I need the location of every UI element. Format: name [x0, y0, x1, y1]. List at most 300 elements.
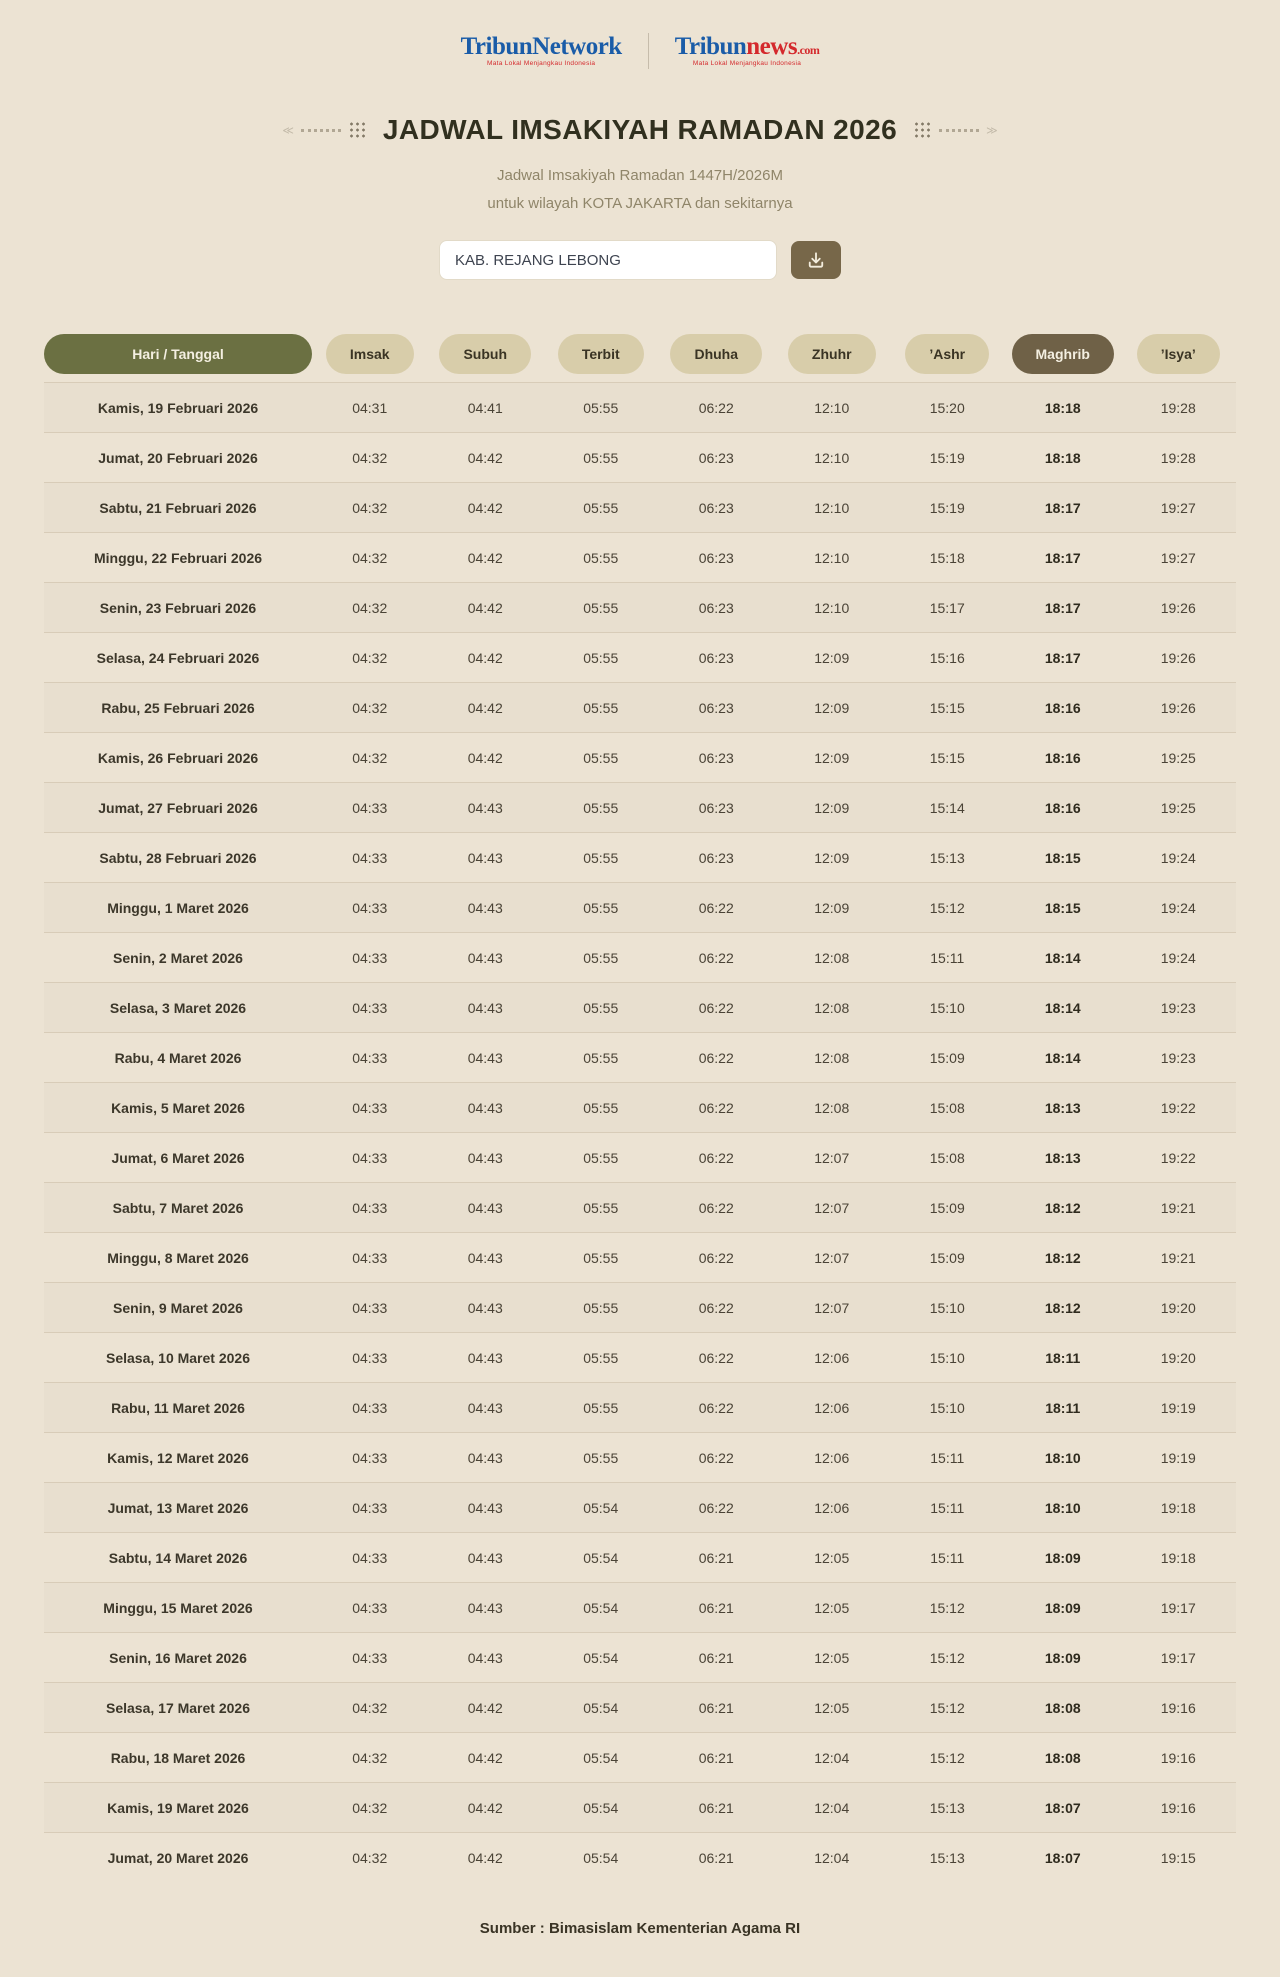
column-header-pill: ’Isya’ [1137, 334, 1220, 374]
date-cell: Kamis, 19 Maret 2026 [107, 1799, 249, 1816]
time-cell: 06:22 [698, 1399, 734, 1416]
time-cell: 06:22 [698, 999, 734, 1016]
time-cell: 15:10 [929, 1399, 965, 1416]
date-cell: Sabtu, 21 Februari 2026 [99, 499, 257, 516]
location-input[interactable] [439, 240, 777, 280]
time-cell: 06:21 [698, 1799, 734, 1816]
time-cell: 12:05 [814, 1599, 850, 1616]
time-cell: 12:08 [814, 1049, 850, 1066]
time-cell: 12:07 [814, 1199, 850, 1216]
time-cell: 04:32 [352, 599, 388, 616]
time-cell: 12:06 [814, 1349, 850, 1366]
date-cell: Jumat, 20 Februari 2026 [98, 449, 258, 466]
tribun-network-suffix: Network [532, 33, 622, 61]
time-cell: 12:05 [814, 1549, 850, 1566]
table-row [44, 1132, 1236, 1182]
time-cell: 15:19 [929, 499, 965, 516]
date-cell: Jumat, 13 Maret 2026 [107, 1499, 249, 1516]
time-cell: 19:21 [1160, 1199, 1196, 1216]
maghrib-time-cell: 18:16 [1044, 699, 1081, 716]
time-cell: 04:33 [352, 1349, 388, 1366]
maghrib-time-cell: 18:18 [1044, 399, 1081, 416]
time-cell: 06:21 [698, 1549, 734, 1566]
time-cell: 05:55 [583, 399, 619, 416]
column-header-maghrib [1005, 334, 1121, 374]
time-cell: 12:04 [814, 1749, 850, 1766]
date-cell: Sabtu, 14 Maret 2026 [108, 1549, 248, 1566]
time-cell: 06:22 [698, 1049, 734, 1066]
time-cell: 05:54 [583, 1549, 619, 1566]
time-cell: 04:43 [467, 799, 503, 816]
time-cell: 15:15 [929, 699, 965, 716]
time-cell: 04:33 [352, 1099, 388, 1116]
time-cell: 05:54 [583, 1599, 619, 1616]
maghrib-time-cell: 18:09 [1044, 1649, 1081, 1666]
time-cell: 04:33 [352, 799, 388, 816]
time-cell: 04:32 [352, 649, 388, 666]
tribun-network-wordmark [461, 34, 622, 59]
time-cell: 15:09 [929, 1249, 965, 1266]
date-cell: Minggu, 1 Maret 2026 [107, 899, 249, 916]
date-cell: Selasa, 17 Maret 2026 [106, 1699, 250, 1716]
time-cell: 04:33 [352, 1299, 388, 1316]
time-cell: 04:32 [352, 1849, 388, 1866]
maghrib-time-cell: 18:17 [1044, 649, 1081, 666]
time-cell: 12:09 [814, 899, 850, 916]
ornament-dotted-line [939, 129, 979, 132]
time-cell: 04:32 [352, 699, 388, 716]
column-header-pill: Dhuha [670, 334, 762, 374]
time-cell: 04:32 [352, 449, 388, 466]
time-cell: 15:08 [929, 1099, 965, 1116]
time-cell: 15:18 [929, 549, 965, 566]
date-cell: Kamis, 26 Februari 2026 [97, 749, 259, 766]
maghrib-time-cell: 18:13 [1044, 1149, 1081, 1166]
time-cell: 12:06 [814, 1499, 850, 1516]
subtitle [0, 162, 1280, 218]
time-cell: 05:54 [583, 1699, 619, 1716]
time-cell: 19:28 [1160, 449, 1196, 466]
table-row [44, 732, 1236, 782]
time-cell: 04:42 [467, 449, 503, 466]
time-cell: 15:10 [929, 1299, 965, 1316]
time-cell: 05:55 [583, 1049, 619, 1066]
time-cell: 12:10 [814, 449, 850, 466]
time-cell: 12:07 [814, 1149, 850, 1166]
time-cell: 06:22 [698, 1149, 734, 1166]
maghrib-time-cell: 18:17 [1044, 549, 1081, 566]
time-cell: 12:09 [814, 699, 850, 716]
ornament-chevron-icon: ≪ [282, 124, 294, 137]
table-row [44, 1732, 1236, 1782]
time-cell: 04:42 [467, 499, 503, 516]
maghrib-time-cell: 18:15 [1044, 849, 1081, 866]
time-cell: 05:55 [583, 1199, 619, 1216]
date-cell: Rabu, 25 Februari 2026 [101, 699, 255, 716]
time-cell: 15:10 [929, 999, 965, 1016]
time-cell: 19:25 [1160, 799, 1196, 816]
time-cell: 19:17 [1160, 1649, 1196, 1666]
time-cell: 06:22 [698, 1499, 734, 1516]
time-cell: 05:55 [583, 1449, 619, 1466]
time-cell: 06:21 [698, 1699, 734, 1716]
table-header-row [44, 334, 1236, 374]
time-cell: 04:33 [352, 1199, 388, 1216]
header-logos [0, 28, 1280, 74]
time-cell: 15:12 [929, 1699, 965, 1716]
time-cell: 06:22 [698, 899, 734, 916]
time-cell: 19:18 [1160, 1549, 1196, 1566]
time-cell: 19:16 [1160, 1699, 1196, 1716]
time-cell: 15:13 [929, 1849, 965, 1866]
maghrib-time-cell: 18:13 [1044, 1099, 1081, 1116]
time-cell: 05:55 [583, 499, 619, 516]
time-cell: 04:33 [352, 899, 388, 916]
time-cell: 12:10 [814, 499, 850, 516]
table-row [44, 1682, 1236, 1732]
date-cell: Selasa, 10 Maret 2026 [106, 1349, 250, 1366]
table-row [44, 482, 1236, 532]
maghrib-time-cell: 18:16 [1044, 799, 1081, 816]
column-header-pill: Terbit [558, 334, 644, 374]
column-header-pill: Maghrib [1012, 334, 1114, 374]
time-cell: 12:08 [814, 999, 850, 1016]
date-cell: Rabu, 18 Maret 2026 [110, 1749, 246, 1766]
table-row [44, 1532, 1236, 1582]
time-cell: 06:23 [698, 799, 734, 816]
footer-source: Sumber : Bimasislam Kementerian Agama RI [479, 1920, 801, 1937]
time-cell: 19:22 [1160, 1149, 1196, 1166]
time-cell: 06:22 [698, 1099, 734, 1116]
time-cell: 04:33 [352, 1149, 388, 1166]
time-cell: 12:09 [814, 849, 850, 866]
time-cell: 06:22 [698, 1299, 734, 1316]
tribun-network-tagline: Mata Lokal Menjangkau Indonesia [486, 60, 596, 68]
column-header-pill: Imsak [326, 334, 414, 374]
time-cell: 12:10 [814, 399, 850, 416]
time-cell: 04:43 [467, 999, 503, 1016]
time-cell: 12:09 [814, 649, 850, 666]
table-row [44, 382, 1236, 432]
time-cell: 19:26 [1160, 599, 1196, 616]
ornament-dot-grid-icon [913, 122, 932, 138]
time-cell: 15:14 [929, 799, 965, 816]
column-header-isya [1121, 334, 1237, 374]
time-cell: 04:31 [352, 399, 388, 416]
time-cell: 04:43 [467, 1649, 503, 1666]
time-cell: 15:16 [929, 649, 965, 666]
time-cell: 05:55 [583, 549, 619, 566]
time-cell: 04:42 [467, 1749, 503, 1766]
time-cell: 15:12 [929, 1599, 965, 1616]
time-cell: 05:55 [583, 1249, 619, 1266]
tribunnews-wordmark [675, 34, 820, 59]
tribunnews-suffix: news [746, 33, 798, 61]
time-cell: 19:16 [1160, 1749, 1196, 1766]
time-cell: 06:23 [698, 599, 734, 616]
time-cell: 19:27 [1160, 549, 1196, 566]
time-cell: 05:54 [583, 1649, 619, 1666]
time-cell: 12:04 [814, 1849, 850, 1866]
table-row [44, 432, 1236, 482]
maghrib-time-cell: 18:11 [1045, 1399, 1081, 1416]
maghrib-time-cell: 18:18 [1044, 449, 1081, 466]
time-cell: 06:22 [698, 1249, 734, 1266]
time-cell: 04:33 [352, 949, 388, 966]
date-cell: Jumat, 6 Maret 2026 [111, 1149, 245, 1166]
time-cell: 06:22 [698, 949, 734, 966]
time-cell: 19:18 [1160, 1499, 1196, 1516]
table-row [44, 1782, 1236, 1832]
date-cell: Sabtu, 7 Maret 2026 [112, 1199, 244, 1216]
date-cell: Minggu, 8 Maret 2026 [107, 1249, 249, 1266]
time-cell: 06:22 [698, 1199, 734, 1216]
time-cell: 05:54 [583, 1849, 619, 1866]
time-cell: 19:27 [1160, 499, 1196, 516]
time-cell: 19:21 [1160, 1249, 1196, 1266]
date-cell: Senin, 2 Maret 2026 [113, 949, 243, 966]
time-cell: 04:41 [467, 399, 503, 416]
table-row [44, 1082, 1236, 1132]
maghrib-time-cell: 18:12 [1044, 1199, 1081, 1216]
table-row [44, 1182, 1236, 1232]
time-cell: 05:55 [583, 649, 619, 666]
time-cell: 19:26 [1160, 649, 1196, 666]
time-cell: 04:33 [352, 1449, 388, 1466]
time-cell: 04:43 [467, 1049, 503, 1066]
ornament-left [282, 122, 367, 138]
maghrib-time-cell: 18:14 [1044, 1049, 1081, 1066]
time-cell: 04:42 [467, 1699, 503, 1716]
time-cell: 05:55 [583, 1399, 619, 1416]
date-cell: Minggu, 22 Februari 2026 [93, 549, 263, 566]
date-cell: Rabu, 11 Maret 2026 [111, 1399, 245, 1416]
table-row [44, 1282, 1236, 1332]
maghrib-time-cell: 18:09 [1044, 1599, 1081, 1616]
time-cell: 05:55 [583, 849, 619, 866]
time-cell: 19:20 [1160, 1299, 1196, 1316]
time-cell: 15:11 [930, 1549, 965, 1566]
column-header-zhuhr [774, 334, 890, 374]
time-cell: 05:55 [583, 799, 619, 816]
subtitle-line-2: untuk wilayah KOTA JAKARTA dan sekitarnya [487, 195, 793, 212]
time-cell: 04:43 [467, 1399, 503, 1416]
maghrib-time-cell: 18:10 [1044, 1499, 1081, 1516]
column-header-dhuha [659, 334, 775, 374]
time-cell: 12:07 [814, 1249, 850, 1266]
maghrib-time-cell: 18:12 [1044, 1249, 1081, 1266]
time-cell: 04:32 [352, 1699, 388, 1716]
column-header-pill: Zhuhr [788, 334, 876, 374]
column-header-subuh [428, 334, 544, 374]
time-cell: 19:20 [1160, 1349, 1196, 1366]
time-cell: 19:24 [1160, 899, 1196, 916]
maghrib-time-cell: 18:16 [1044, 749, 1081, 766]
time-cell: 04:32 [352, 549, 388, 566]
time-cell: 15:08 [929, 1149, 965, 1166]
table-row [44, 982, 1236, 1032]
time-cell: 04:42 [467, 749, 503, 766]
subtitle-line-1: Jadwal Imsakiyah Ramadan 1447H/2026M [497, 167, 783, 184]
time-cell: 04:42 [467, 1799, 503, 1816]
column-header-pill: Hari / Tanggal [44, 334, 312, 374]
maghrib-time-cell: 18:10 [1044, 1449, 1081, 1466]
time-cell: 04:43 [467, 849, 503, 866]
date-cell: Senin, 23 Februari 2026 [99, 599, 257, 616]
time-cell: 04:33 [352, 1549, 388, 1566]
date-cell: Selasa, 3 Maret 2026 [109, 999, 247, 1016]
maghrib-time-cell: 18:11 [1045, 1349, 1081, 1366]
time-cell: 04:43 [467, 1249, 503, 1266]
imsakiyah-table [44, 334, 1236, 1882]
time-cell: 06:23 [698, 449, 734, 466]
column-header-imsak [312, 334, 428, 374]
column-header-pill: Subuh [439, 334, 531, 374]
table-row [44, 1032, 1236, 1082]
time-cell: 12:05 [814, 1699, 850, 1716]
time-cell: 15:15 [929, 749, 965, 766]
table-row [44, 1432, 1236, 1482]
time-cell: 06:23 [698, 749, 734, 766]
time-cell: 19:26 [1160, 699, 1196, 716]
date-cell: Kamis, 19 Februari 2026 [97, 399, 259, 416]
time-cell: 05:55 [583, 1149, 619, 1166]
time-cell: 19:23 [1160, 1049, 1196, 1066]
time-cell: 15:12 [929, 1649, 965, 1666]
time-cell: 04:32 [352, 1749, 388, 1766]
time-cell: 12:08 [814, 1099, 850, 1116]
time-cell: 15:20 [929, 399, 965, 416]
time-cell: 06:22 [698, 1349, 734, 1366]
time-cell: 12:08 [814, 949, 850, 966]
tribunnews-domain: .com [797, 43, 820, 58]
time-cell: 04:43 [467, 1299, 503, 1316]
time-cell: 06:21 [698, 1599, 734, 1616]
tribunnews-tagline: Mata Lokal Menjangkau Indonesia [692, 60, 802, 68]
time-cell: 12:06 [814, 1399, 850, 1416]
table-row [44, 1382, 1236, 1432]
time-cell: 06:21 [698, 1849, 734, 1866]
time-cell: 19:28 [1160, 399, 1196, 416]
time-cell: 06:21 [698, 1749, 734, 1766]
time-cell: 12:10 [814, 549, 850, 566]
time-cell: 05:55 [583, 999, 619, 1016]
table-row [44, 682, 1236, 732]
column-header-hari-tanggal [44, 334, 312, 374]
table-row [44, 1232, 1236, 1282]
time-cell: 04:43 [467, 1149, 503, 1166]
time-cell: 19:23 [1160, 999, 1196, 1016]
time-cell: 06:23 [698, 849, 734, 866]
time-cell: 04:33 [352, 1049, 388, 1066]
table-row [44, 1632, 1236, 1682]
maghrib-time-cell: 18:12 [1044, 1299, 1081, 1316]
time-cell: 04:33 [352, 999, 388, 1016]
ornament-dot-grid-icon [348, 122, 367, 138]
maghrib-time-cell: 18:17 [1044, 499, 1081, 516]
time-cell: 04:43 [467, 1199, 503, 1216]
time-cell: 05:55 [583, 1299, 619, 1316]
time-cell: 06:23 [698, 499, 734, 516]
ornament-dotted-line [301, 129, 341, 132]
table-row [44, 582, 1236, 632]
time-cell: 04:43 [467, 1549, 503, 1566]
time-cell: 06:23 [698, 699, 734, 716]
maghrib-time-cell: 18:07 [1044, 1849, 1081, 1866]
time-cell: 04:43 [467, 1349, 503, 1366]
maghrib-time-cell: 18:08 [1044, 1749, 1081, 1766]
time-cell: 19:19 [1160, 1399, 1196, 1416]
time-cell: 04:42 [467, 699, 503, 716]
time-cell: 12:05 [814, 1649, 850, 1666]
time-cell: 05:55 [583, 1099, 619, 1116]
date-cell: Kamis, 5 Maret 2026 [111, 1099, 245, 1116]
time-cell: 12:09 [814, 799, 850, 816]
date-cell: Senin, 16 Maret 2026 [109, 1649, 247, 1666]
table-row [44, 1332, 1236, 1382]
time-cell: 05:55 [583, 449, 619, 466]
time-cell: 04:33 [352, 1599, 388, 1616]
time-cell: 15:11 [930, 1499, 965, 1516]
date-cell: Senin, 9 Maret 2026 [113, 1299, 243, 1316]
time-cell: 04:42 [467, 599, 503, 616]
time-cell: 04:43 [467, 1499, 503, 1516]
time-cell: 19:24 [1160, 949, 1196, 966]
time-cell: 15:19 [929, 449, 965, 466]
time-cell: 05:54 [583, 1499, 619, 1516]
time-cell: 05:55 [583, 899, 619, 916]
maghrib-time-cell: 18:09 [1044, 1549, 1081, 1566]
tribunnews-logo [675, 34, 820, 68]
time-cell: 05:55 [583, 749, 619, 766]
time-cell: 15:17 [929, 599, 965, 616]
time-cell: 12:04 [814, 1799, 850, 1816]
time-cell: 06:22 [698, 1449, 734, 1466]
maghrib-time-cell: 18:14 [1044, 949, 1081, 966]
time-cell: 04:43 [467, 949, 503, 966]
time-cell: 19:19 [1160, 1449, 1196, 1466]
time-cell: 12:07 [814, 1299, 850, 1316]
date-cell: Minggu, 15 Maret 2026 [103, 1599, 253, 1616]
column-header-terbit [543, 334, 659, 374]
time-cell: 12:10 [814, 599, 850, 616]
time-cell: 05:55 [583, 699, 619, 716]
ornament-right [913, 122, 998, 138]
time-cell: 19:24 [1160, 849, 1196, 866]
time-cell: 04:33 [352, 1399, 388, 1416]
table-row [44, 1832, 1236, 1882]
time-cell: 19:15 [1160, 1849, 1196, 1866]
maghrib-time-cell: 18:07 [1044, 1799, 1081, 1816]
table-row [44, 1582, 1236, 1632]
table-row [44, 882, 1236, 932]
table-row [44, 532, 1236, 582]
time-cell: 12:09 [814, 749, 850, 766]
time-cell: 15:12 [929, 1749, 965, 1766]
tribun-network-logo [461, 34, 622, 68]
table-row [44, 832, 1236, 882]
time-cell: 04:43 [467, 1599, 503, 1616]
table-row [44, 782, 1236, 832]
time-cell: 04:33 [352, 849, 388, 866]
time-cell: 19:16 [1160, 1799, 1196, 1816]
time-cell: 15:11 [930, 949, 965, 966]
download-button[interactable] [791, 241, 841, 279]
time-cell: 04:32 [352, 499, 388, 516]
time-cell: 06:22 [698, 399, 734, 416]
time-cell: 04:42 [467, 549, 503, 566]
maghrib-time-cell: 18:15 [1044, 899, 1081, 916]
